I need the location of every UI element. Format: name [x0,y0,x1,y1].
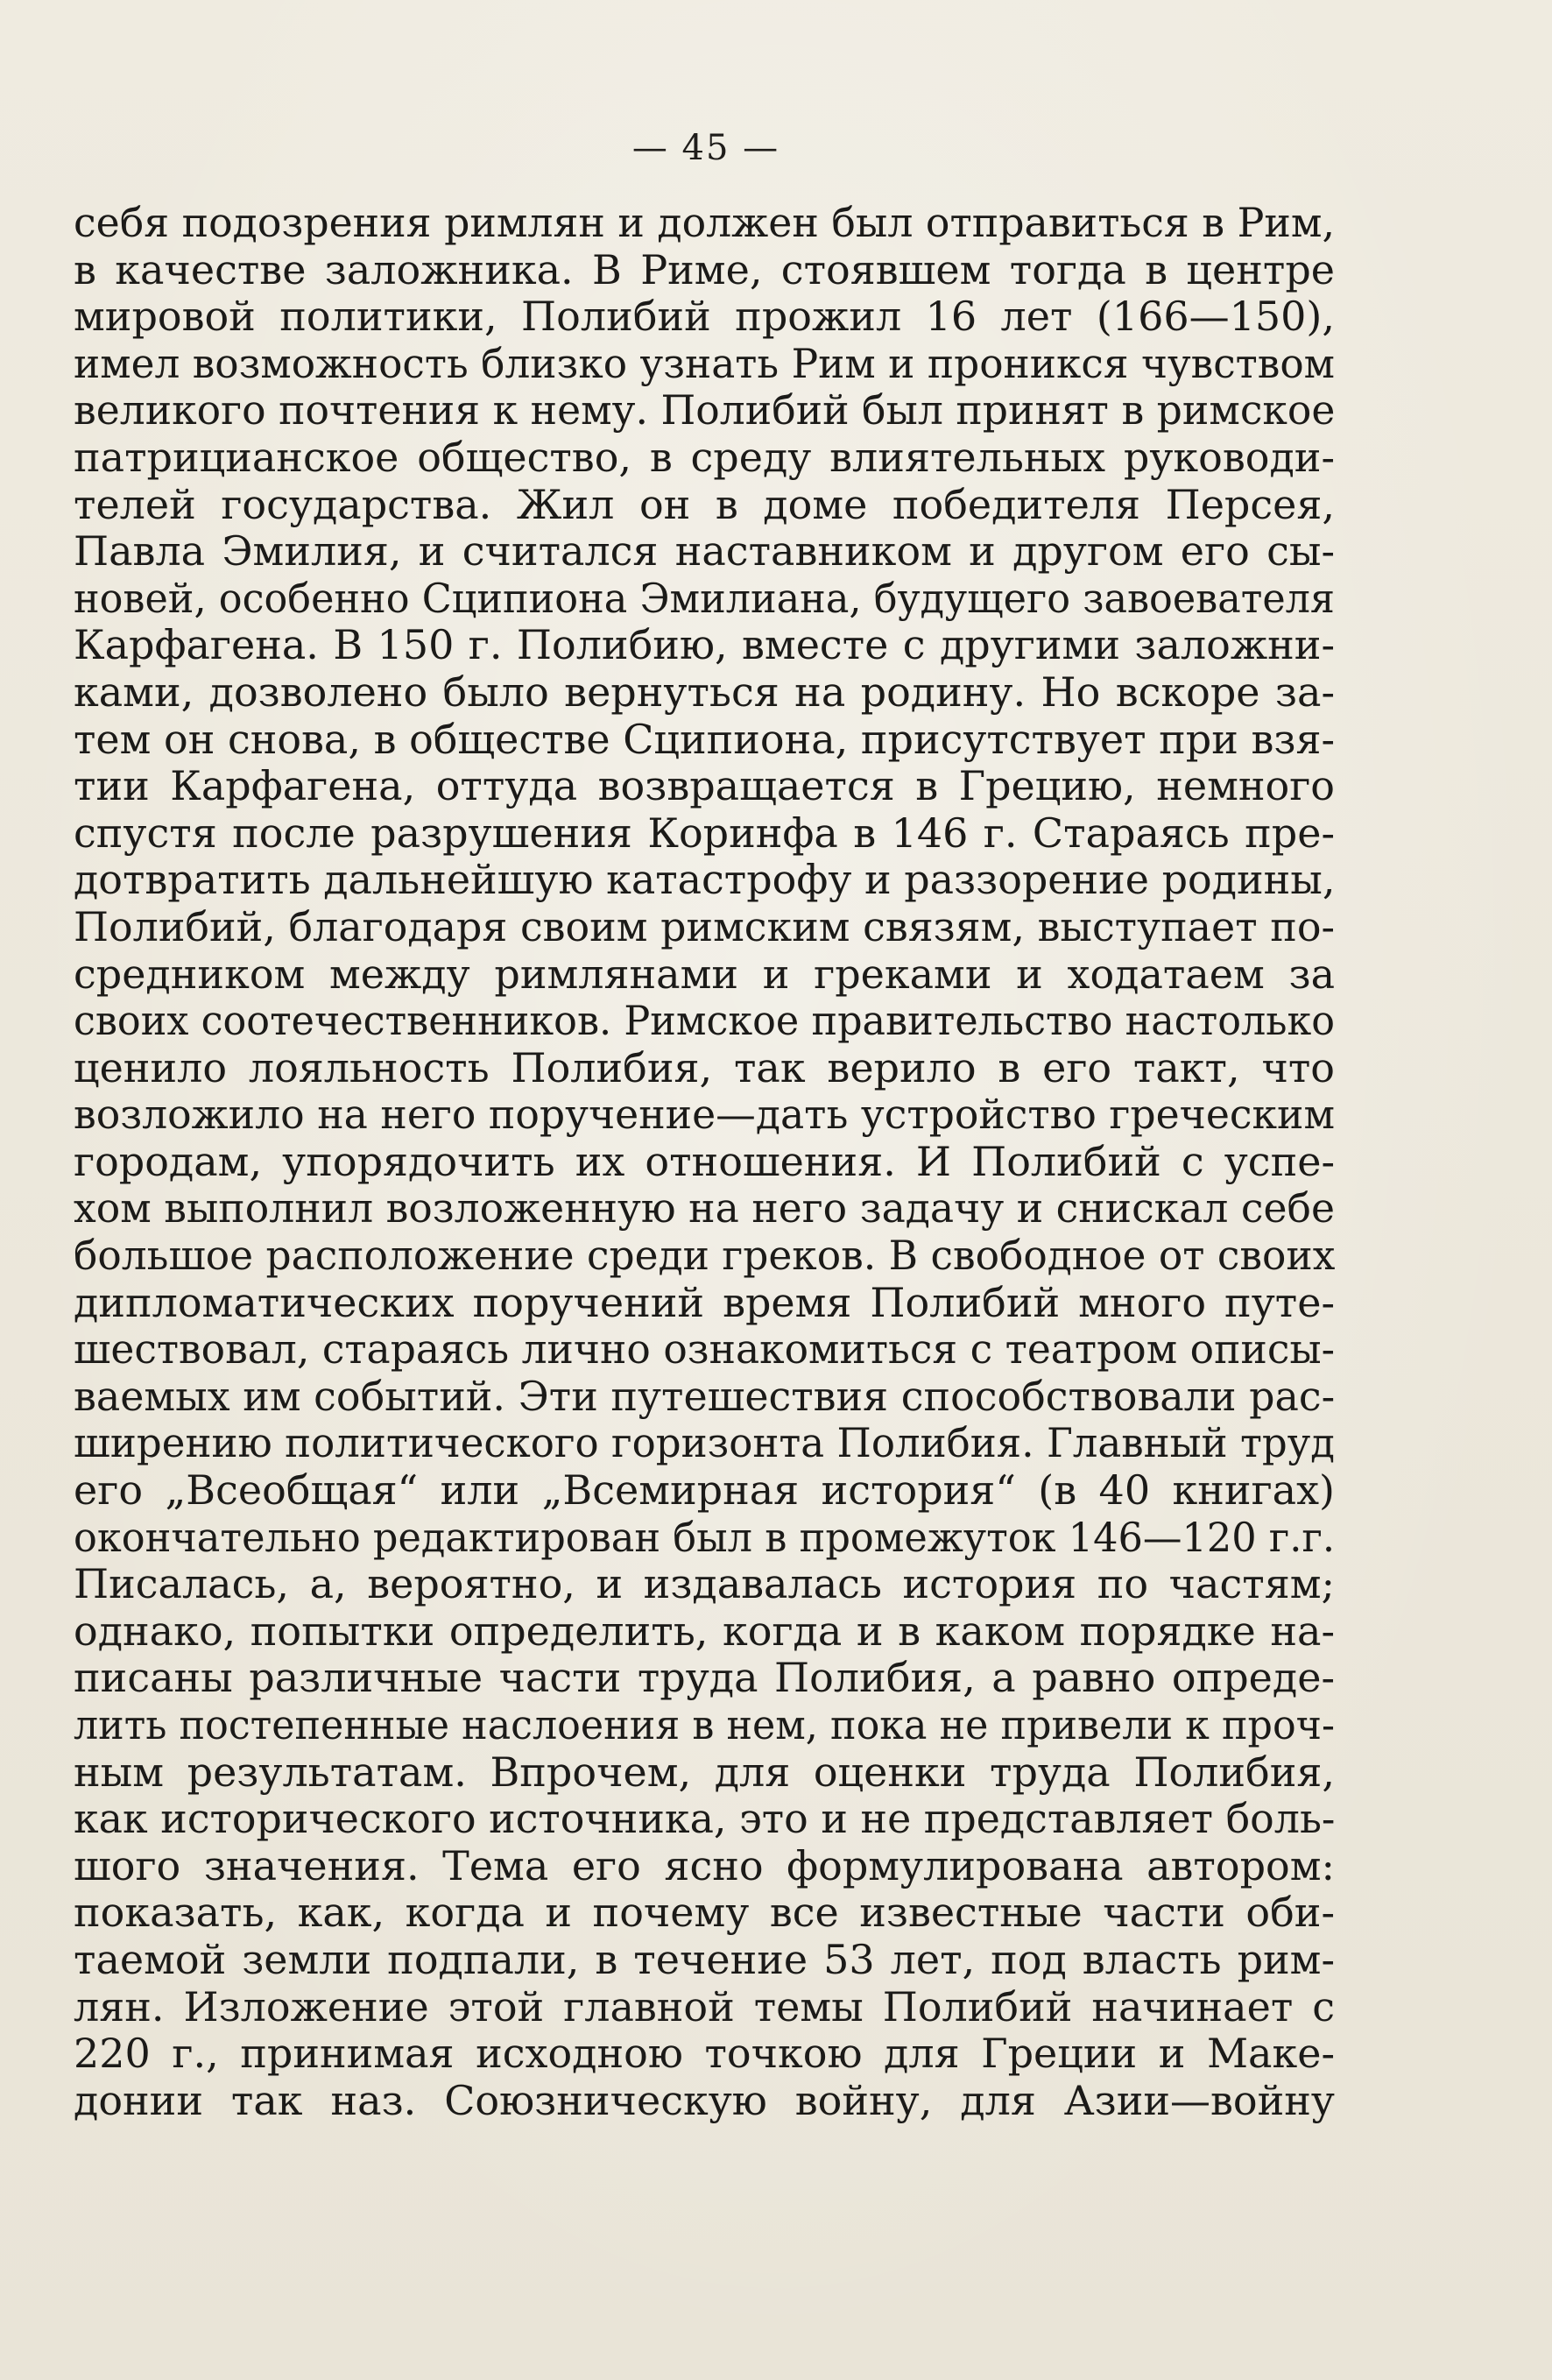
text-line: новей, особенно Сципиона Эмилиана, будущего завоевателя [74,575,1335,622]
text-line: великого почтения к нему. Полибий был принят в римское [74,387,1335,434]
text-line: ширению политического горизонта Полибия. Главный труд [74,1420,1335,1467]
text-line: Павла Эмилия, и считался наставником и другом его сы- [74,528,1335,576]
text-line: 220 г., принимая исходною точкою для Греции и Маке- [74,2030,1335,2078]
text-line: дипломатических поручений время Полибий много путе- [74,1279,1335,1326]
text-line: мировой политики, Полибий прожил 16 лет (166—150), [74,293,1335,341]
text-line: лить постепенные наслоения в нем, пока не привели к проч- [74,1702,1335,1748]
text-line: как исторического источника, это и не представляет боль- [74,1796,1335,1843]
text-line: шого значения. Тема его ясно формулирована автором: [74,1842,1335,1889]
text-line: телей государства. Жил он в доме победителя Персея, [74,481,1335,528]
text-line: Писалась, а, вероятно, и издавалась история по частям; [74,1561,1335,1608]
text-line: себя подозрения римлян и должен был отправиться в Рим, [74,200,1335,246]
text-line: патрицианское общество, в среду влиятельных руководи- [74,434,1335,481]
text-line: хом выполнил возложенную на него задачу и снискал себе [74,1185,1335,1232]
text-line: в качестве заложника. В Риме, стоявшем тогда в центре [74,246,1335,293]
text-line: писаны различные части труда Полибия, а равно опреде- [74,1655,1335,1702]
text-line: ценило лояльность Полибия, так верило в его такт, что [74,1044,1335,1091]
text-line: имел возможность близко узнать Рим и проникся чувством [74,340,1335,387]
text-line: однако, попытки определить, когда и в каком порядке на- [74,1607,1335,1655]
text-line: Карфагена. В 150 г. Полибию, вместе с другими заложни- [74,622,1335,669]
text-line: большое расположение среди греков. В свободное от своих [74,1232,1335,1280]
text-line: таемой земли подпали, в течение 53 лет, под власть рим- [74,1936,1335,1983]
page-number: — 45 — [631,128,780,168]
body-text [74,200,1335,2124]
text-line: средником между римлянами и греками и ходатаем за [74,950,1335,998]
text-line: своих соотечественников. Римское правительство настолько [74,998,1335,1045]
text-line: донии так наз. Союзническую войну, для Азии—войну [74,2077,1335,2124]
text-line: лян. Изложение этой главной темы Полибий начинает с [74,1983,1335,2030]
text-line: возложило на него поручение—дать устройство греческим [74,1091,1335,1139]
text-line: ным результатам. Впрочем, для оценки труда Полибия, [74,1748,1335,1796]
text-line: ками, дозволено было вернуться на родину. Но вскоре за- [74,668,1335,716]
text-line: тии Карфагена, оттуда возвращается в Грецию, немного [74,763,1335,810]
text-line: ваемых им событий. Эти путешествия способствовали рас- [74,1373,1335,1420]
text-line: показать, как, когда и почему все известные части оби- [74,1889,1335,1937]
text-line: шествовал, стараясь лично ознакомиться с театром описы- [74,1326,1335,1374]
text-line: Полибий, благодаря своим римским связям, выступает по- [74,903,1335,950]
text-line: спустя после разрушения Коринфа в 146 г. Стараясь пре- [74,809,1335,857]
text-line: городам, упорядочить их отношения. И Полибий с успе- [74,1138,1335,1185]
text-line: тем он снова, в обществе Сципиона, присутствует при взя- [74,716,1335,763]
text-line: дотвратить дальнейшую катастрофу и раззорение родины, [74,857,1335,904]
text-line: его „Всеобщая“ или „Всемирная история“ (в 40 книгах) [74,1467,1335,1515]
text-line: окончательно редактирован был в промежуток 146—120 г.г. [74,1514,1335,1561]
